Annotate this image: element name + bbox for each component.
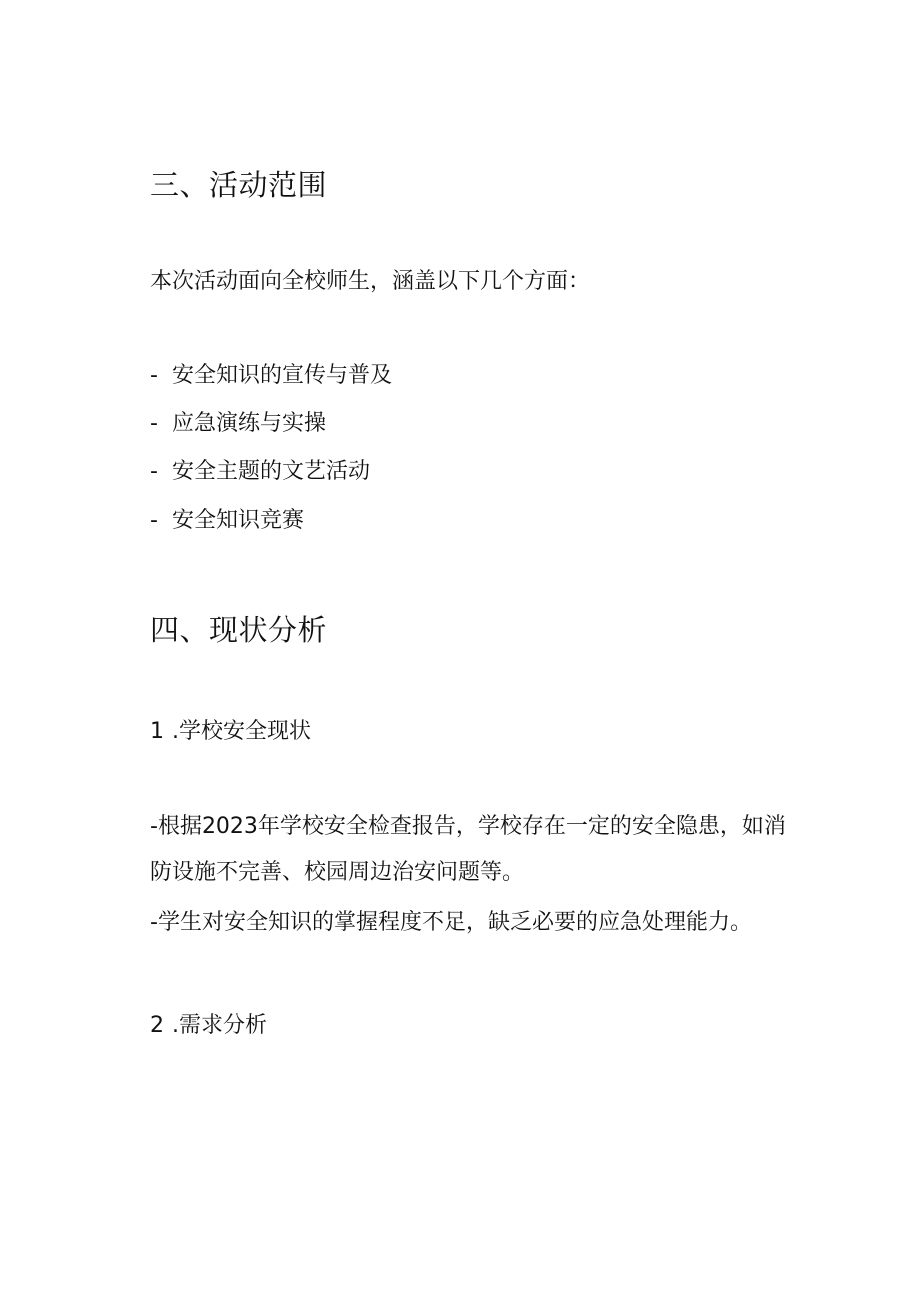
list-dash: - (150, 363, 158, 388)
subsection-number: 1 (150, 719, 164, 744)
list-item-text: 安全知识的宣传与普及 (172, 363, 393, 388)
list-item-text: 安全主题的文艺活动 (172, 459, 371, 484)
list-item (150, 458, 370, 486)
section-3-heading: 三、活动范围 (150, 168, 328, 202)
section-3-intro: 本次活动面向全校师生，涵盖以下几个方面： (150, 269, 591, 294)
paragraph-safety-report (150, 804, 830, 896)
paragraph-line: -学生对安全知识的掌握程度不足，缺乏必要的应急处理能力。 (150, 910, 752, 935)
list-item (150, 410, 326, 438)
subsection-1-heading (150, 718, 311, 746)
subsection-title: .需求分析 (172, 1013, 267, 1038)
section-4-heading: 四、现状分析 (150, 613, 328, 647)
list-dash: - (150, 411, 158, 436)
list-item-text: 安全知识竞赛 (172, 508, 305, 533)
subsection-2-heading (150, 1012, 267, 1040)
list-item-text: 应急演练与实操 (172, 411, 327, 436)
list-dash: - (150, 459, 158, 484)
subsection-title: .学校安全现状 (172, 719, 311, 744)
paragraph-student-knowledge (150, 900, 830, 946)
list-item (150, 362, 392, 390)
paragraph-line: -根据2023年学校安全检查报告，学校存在一定的安全隐患，如消 (150, 814, 786, 839)
subsection-number: 2 (150, 1013, 164, 1038)
paragraph-line: 防设施不完善、校园周边治安问题等。 (150, 860, 525, 885)
list-item (150, 507, 304, 535)
list-dash: - (150, 508, 158, 533)
